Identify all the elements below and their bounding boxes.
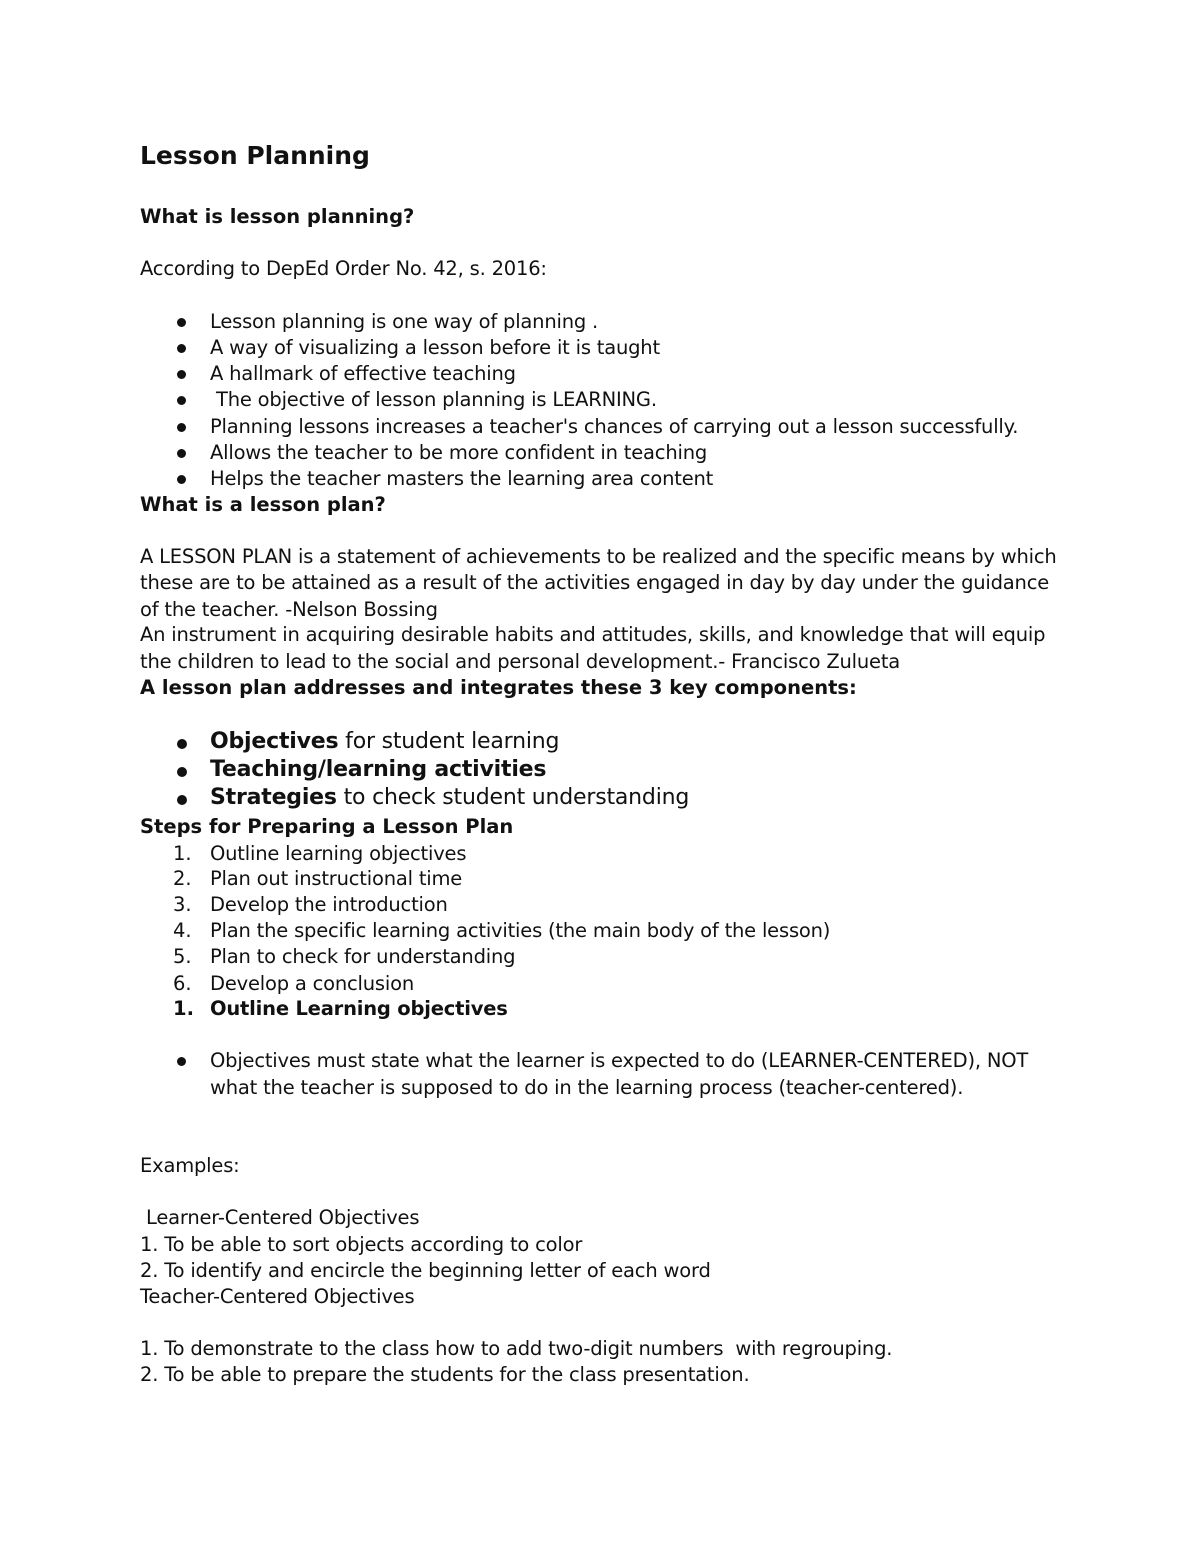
component-bold: Teaching/learning activities: [210, 757, 547, 782]
definition-line: A LESSON PLAN is a statement of achievements to be realized and the specific means by which: [140, 545, 1057, 568]
step-number: 3.: [173, 893, 192, 916]
list-item: Helps the teacher masters the learning area content: [210, 467, 714, 490]
component-rest: for student learning: [338, 729, 560, 754]
deped-reference: According to DepEd Order No. 42, s. 2016:: [140, 257, 547, 280]
teacher-objective: 2. To be able to prepare the students for the class presentation.: [140, 1363, 750, 1386]
bullet-icon: [177, 449, 186, 458]
list-item: The objective of lesson planning is LEARNING.: [210, 388, 657, 411]
component-item: [210, 757, 546, 783]
step-item: Plan out instructional time: [210, 867, 463, 890]
list-item: Allows the teacher to be more confident in teaching: [210, 441, 708, 464]
bullet-icon: [177, 423, 186, 432]
teacher-objective: 1. To demonstrate to the class how to add two-digit numbers with regrouping.: [140, 1337, 893, 1360]
components-heading: A lesson plan addresses and integrates these 3 key components:: [140, 676, 857, 699]
step-item: Outline learning objectives: [210, 842, 467, 865]
step-number: 1.: [173, 842, 192, 865]
bullet-icon: [177, 739, 187, 749]
component-bold: Objectives: [210, 729, 339, 754]
learner-objective: 1. To be able to sort objects according to color: [140, 1233, 583, 1256]
component-bold: Strategies: [210, 785, 337, 810]
step-item: Develop the introduction: [210, 893, 448, 916]
component-rest: to check student understanding: [336, 785, 690, 810]
examples-label: Examples:: [140, 1154, 240, 1177]
bullet-icon: [177, 767, 187, 777]
page-title: Lesson Planning: [140, 141, 370, 170]
step-item: Plan the specific learning activities (the main body of the lesson): [210, 919, 831, 942]
step-item: Develop a conclusion: [210, 972, 414, 995]
heading-what-is-a-lesson-plan: What is a lesson plan?: [140, 493, 386, 516]
bullet-icon: [177, 1057, 186, 1066]
step-number: 4.: [173, 919, 192, 942]
bullet-icon: [177, 396, 186, 405]
learner-centered-heading: Learner-Centered Objectives: [140, 1206, 420, 1229]
objective-note-line: Objectives must state what the learner is expected to do (LEARNER-CENTERED), NOT: [210, 1049, 1029, 1072]
bullet-icon: [177, 318, 186, 327]
list-item: A way of visualizing a lesson before it is taught: [210, 336, 660, 359]
objective-note-line: what the teacher is supposed to do in the learning process (teacher-centered).: [210, 1076, 964, 1099]
step-number: 2.: [173, 867, 192, 890]
component-item: [210, 785, 689, 811]
bullet-icon: [177, 344, 186, 353]
definition-line: the children to lead to the social and personal development.- Francisco Zulueta: [140, 650, 901, 673]
bullet-icon: [177, 370, 186, 379]
teacher-centered-heading: Teacher-Centered Objectives: [140, 1285, 415, 1308]
step-number: 5.: [173, 945, 192, 968]
component-item: [210, 729, 559, 755]
definition-line: these are to be attained as a result of the activities engaged in day by day under the guidance: [140, 571, 1050, 594]
steps-heading: Steps for Preparing a Lesson Plan: [140, 815, 514, 838]
learner-objective: 2. To identify and encircle the beginning letter of each word: [140, 1259, 711, 1282]
step-number: 6.: [173, 972, 192, 995]
section-heading: Outline Learning objectives: [210, 997, 508, 1020]
bullet-icon: [177, 795, 187, 805]
bullet-icon: [177, 475, 186, 484]
step-item: Plan to check for understanding: [210, 945, 516, 968]
heading-what-is-lesson-planning: What is lesson planning?: [140, 205, 415, 228]
definition-line: An instrument in acquiring desirable habits and attitudes, skills, and knowledge that will equip: [140, 623, 1046, 646]
list-item: Lesson planning is one way of planning .: [210, 310, 599, 333]
section-number: 1.: [173, 997, 194, 1020]
list-item: Planning lessons increases a teacher's chances of carrying out a lesson successfully.: [210, 415, 1019, 438]
definition-line: of the teacher. -Nelson Bossing: [140, 598, 438, 621]
list-item: A hallmark of effective teaching: [210, 362, 516, 385]
